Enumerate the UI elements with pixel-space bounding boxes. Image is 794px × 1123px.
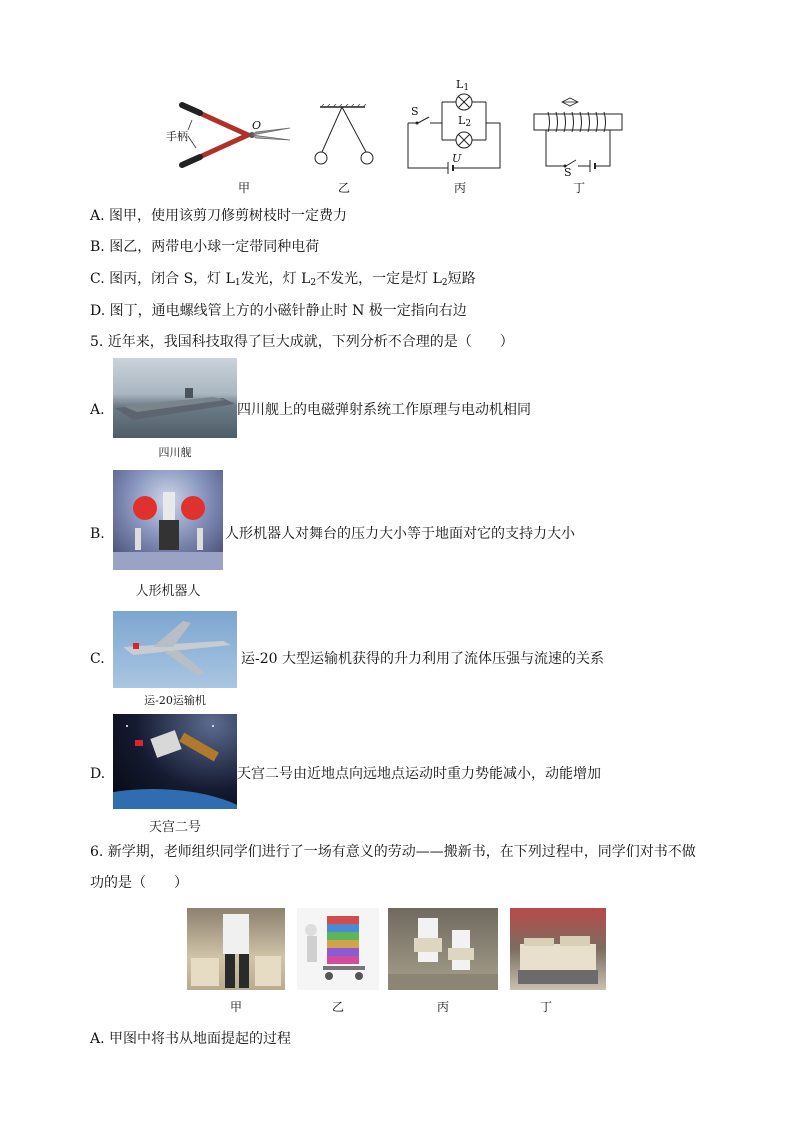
figure-row (160, 78, 640, 200)
q6-photo-label-ding: 丁 (539, 1000, 552, 1014)
fig-label-jia: 甲 (238, 181, 251, 195)
lamp2-label: $L_2$ (458, 114, 472, 129)
q5-option-c-text: 运-20 大型运输机获得的升力利用了流体压强与流速的关系 (241, 651, 604, 667)
q5-option-d-letter: D. (90, 766, 106, 782)
q5-option-b-text: 人形机器人对舞台的压力大小等于地面对它的支持力大小 (225, 526, 575, 542)
q6-stem-line1: 6. 新学期，老师组织同学们进行了一场有意义的劳动——搬新书，在下列过程中，同学们对书不做 (90, 844, 696, 860)
q5-caption-c: 运-20运输机 (144, 694, 206, 707)
switch-label: S (411, 105, 419, 118)
q4-option-b: B. 图乙，两带电小球一定带同种电荷 (90, 239, 320, 255)
q5-caption-b: 人形机器人 (135, 584, 201, 599)
switch2-label: S (564, 166, 572, 179)
voltage-label: U (452, 152, 462, 165)
lamp1-label: $L_1$ (456, 78, 470, 93)
q5-option-c-letter: C. (90, 651, 105, 667)
solenoid-figure (530, 94, 630, 179)
carry-books-photo-jia (187, 908, 285, 990)
q6-photo-label-yi: 乙 (331, 1000, 344, 1014)
q5-option-a-text: 四川舰上的电磁弹射系统工作原理与电动机相同 (237, 402, 531, 418)
fig-label-bing: 丙 (454, 181, 467, 195)
books-on-table-photo-ding (510, 908, 606, 990)
q5-stem: 5. 近年来，我国科技取得了巨大成就，下列分析不合理的是（ ） (90, 334, 514, 350)
q5-caption-a: 四川舰 (158, 446, 192, 459)
humanoid-robot-photo (113, 470, 223, 570)
sichuan-ship-photo (113, 358, 237, 438)
q5-option-d-text: 天宫二号由近地点向远地点运动时重力势能减小，动能增加 (237, 766, 601, 782)
fig-label-ding: 丁 (573, 181, 586, 195)
pivot-label: O (252, 119, 262, 132)
tiangong-photo (113, 714, 237, 809)
charged-balls-figure (310, 104, 380, 174)
fig-label-yi: 乙 (338, 181, 351, 195)
climb-stairs-photo-bing (388, 908, 498, 990)
book-cart-photo-yi (297, 908, 379, 990)
handle-label: 手柄 (166, 130, 188, 143)
q5-option-a-letter: A. (90, 402, 105, 418)
q6-photo-label-jia: 甲 (229, 1000, 242, 1014)
q4-option-d: D. 图丁，通电螺线管上方的小磁针静止时 N 极一定指向右边 (90, 303, 467, 319)
y20-transport-photo (113, 611, 237, 688)
q6-photo-label-bing: 丙 (436, 1000, 449, 1014)
q4-option-a: A. 图甲，使用该剪刀修剪树枝时一定费力 (90, 208, 348, 224)
q5-option-b-letter: B. (90, 526, 105, 542)
q6-option-a: A. 甲图中将书从地面提起的过程 (90, 1031, 292, 1047)
q4-option-c: C. 图丙，闭合 S，灯 $L_1$发光，灯 $L_2$不发光，一定是灯 $L_2$短路 (90, 271, 476, 288)
q6-stem-line2: 功的是（ ） (90, 875, 188, 891)
q5-caption-d: 天宫二号 (148, 820, 201, 835)
